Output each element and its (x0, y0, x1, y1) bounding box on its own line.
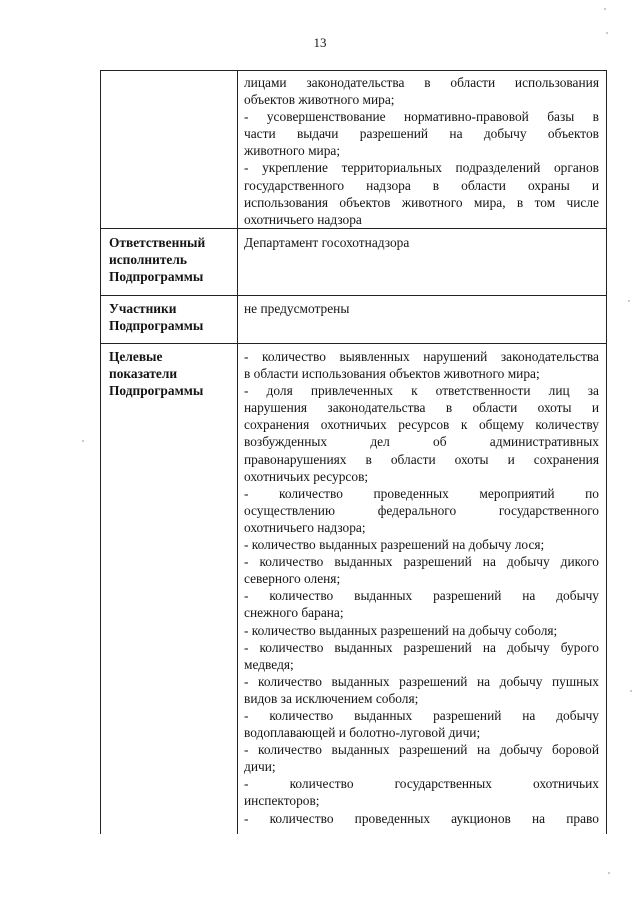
label-line: Участники (109, 301, 177, 316)
target-indicators-label (109, 348, 233, 399)
page-number: 13 (313, 35, 327, 50)
text-line: - количество выданных разрешений на добычу (244, 707, 599, 723)
text-line: водоплавающей и болотно-луговой дичи; (244, 725, 481, 741)
text-line: объектов животного мира; (244, 92, 395, 108)
responsible-executor-label (109, 234, 233, 285)
row-divider (101, 228, 606, 229)
text-line: нарушения законодательства в области охоты и (244, 400, 599, 416)
text-line: животного мира; (244, 143, 341, 159)
text-line: - количество выданных разрешений на добычу боровой (244, 742, 599, 758)
label-line: исполнитель (109, 252, 187, 268)
text-line: видов за исключением соболя; (244, 690, 419, 706)
scan-speck (630, 690, 632, 692)
text-line: - количество выданных разрешений на добычу (244, 588, 599, 604)
text-line: - количество выданных разрешений на добычу соболя; (244, 622, 558, 638)
text-line: - количество выявленных нарушений законодательства (244, 349, 599, 364)
text-line: северного оленя; (244, 571, 341, 587)
text-line: Департамент госохотнадзора (244, 235, 410, 250)
row-divider (101, 295, 606, 296)
text-line: - количество выданных разрешений на добычу бурого (244, 639, 599, 655)
scan-speck (606, 32, 608, 34)
text-line: государственного надзора в области охраны и (244, 177, 599, 193)
text-line: использования объектов животного мира, в том числе (244, 194, 599, 210)
text-line: - количество государственных охотничьих (244, 776, 599, 792)
text-line: - укрепление территориальных подразделений органов (244, 160, 599, 176)
text-line: охотничьего надзора (244, 211, 362, 227)
text-line: охотничьего надзора; (244, 519, 366, 535)
text-line: - количество проведенных аукционов на право (244, 810, 599, 826)
text-line: в области использования объектов животного мира; (244, 366, 540, 382)
text-line: возбужденных дел об административных (244, 434, 599, 450)
text-line: - количество выданных разрешений на добычу дикого (244, 554, 599, 570)
text-line: инспекторов; (244, 793, 320, 809)
row-divider (101, 343, 606, 344)
text-line: осуществлению федерального государственного (244, 502, 599, 518)
label-line: Подпрограммы (109, 383, 204, 399)
text-line: снежного барана; (244, 605, 344, 621)
label-line: Подпрограммы (109, 318, 204, 334)
label-line: Целевые (109, 349, 163, 364)
tasks-continuation-cell (244, 74, 599, 228)
text-line: - доля привлеченных к ответственности лиц за (244, 383, 599, 399)
label-line: показатели (109, 366, 178, 382)
text-line: лицами законодательства в области использования (244, 75, 599, 90)
scan-speck (82, 440, 84, 442)
scan-speck (608, 872, 610, 874)
text-line: правонарушениях в области охоты и сохранения (244, 451, 599, 467)
text-line: - количество проведенных мероприятий по (244, 485, 599, 501)
responsible-executor-value (244, 234, 599, 251)
text-line: медведя; (244, 656, 294, 672)
text-line: - количество выданных разрешений на добычу лося; (244, 537, 545, 553)
text-line: - усовершенствование нормативно-правовой базы в (244, 109, 599, 125)
column-divider (237, 71, 238, 834)
scan-speck (604, 8, 606, 10)
scan-speck (628, 300, 630, 302)
text-line: не предусмотрены (244, 301, 350, 316)
text-line: - количество выданных разрешений на добычу пушных (244, 673, 599, 689)
text-line: охотничьих ресурсов; (244, 468, 369, 484)
text-line: части выдачи разрешений на добычу объектов (244, 126, 599, 142)
text-line: дичи; (244, 759, 276, 775)
participants-label (109, 300, 233, 334)
participants-value (244, 300, 599, 317)
target-indicators-list (244, 348, 599, 827)
label-line: Подпрограммы (109, 269, 204, 285)
label-line: Ответственный (109, 235, 206, 250)
text-line: сохранения охотничьих ресурсов к общему количеству (244, 417, 599, 433)
subprogram-passport-table (100, 70, 607, 834)
